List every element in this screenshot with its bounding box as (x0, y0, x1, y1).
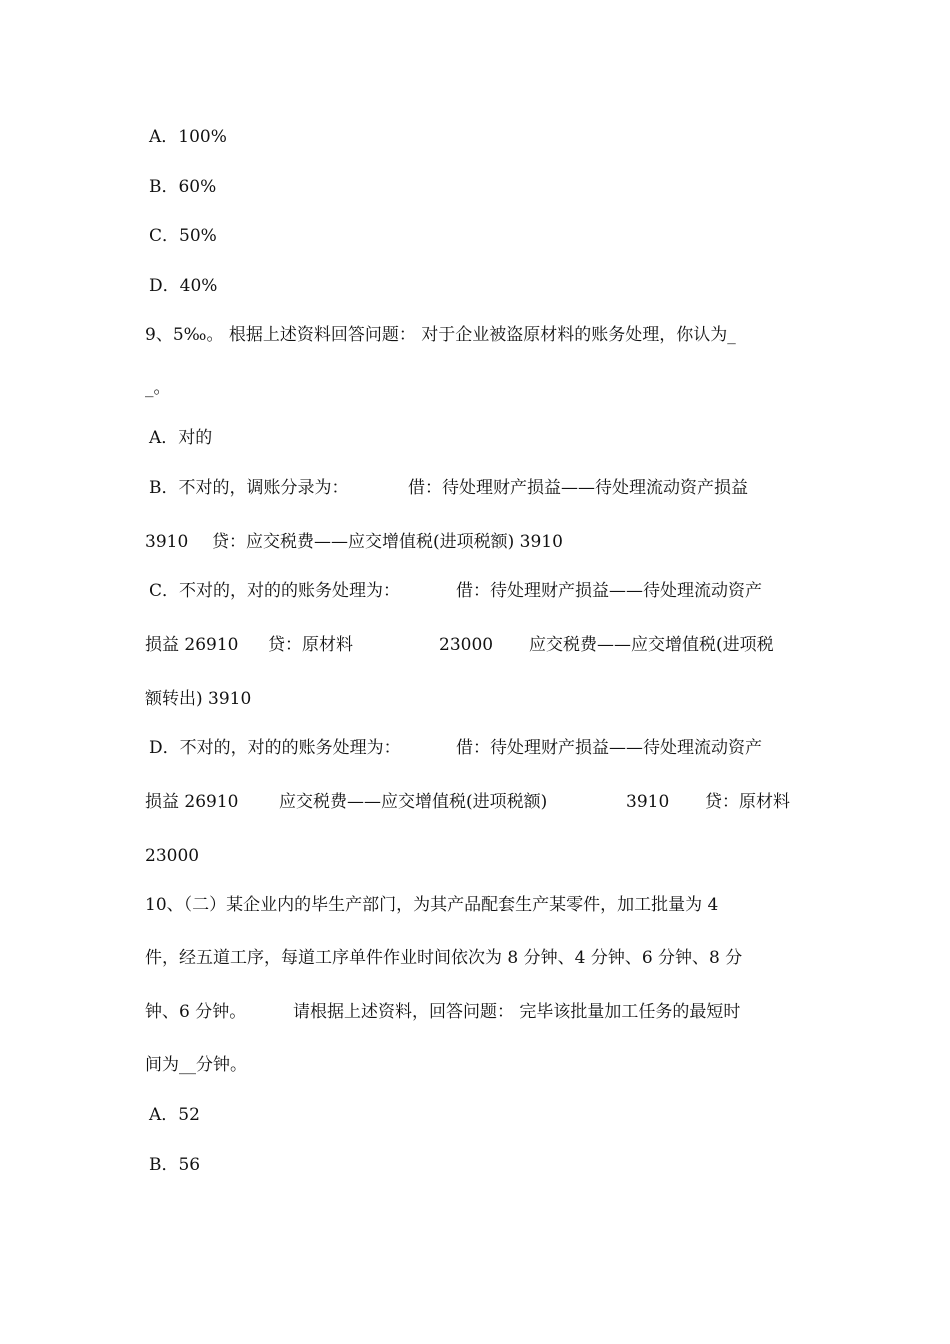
q9-option-d-tax-amount: 3910 (626, 792, 670, 812)
q9-option-a: A．对的 (149, 428, 213, 448)
q9-option-b-credit: 贷：应交税费——应交增值税(进项税额) 3910 (212, 532, 563, 552)
q9-option-c-tax: 应交税费——应交增值税(进项税 (529, 635, 774, 655)
q9-option-c-line1 (149, 579, 807, 603)
q9-option-b-line2 (145, 530, 807, 554)
q9-option-d-credit: 贷：原材料 (705, 792, 790, 812)
q10-line1: 10、（二）某企业内的毕生产部门，为其产品配套生产某零件，加工批量为 4 (145, 895, 719, 915)
q10-line3 (145, 1000, 807, 1024)
q10-option-b: B．56 (149, 1155, 201, 1175)
q9-stem-line1: 9、5‰。 根据上述资料回答问题： 对于企业被盗原材料的账务处理，你认为_ (145, 325, 736, 345)
q9-option-d-loss: 损益 26910 (145, 792, 239, 812)
q9-option-d-line1 (149, 736, 807, 760)
q10-line3-start: 钟、6 分钟。 (145, 1002, 247, 1022)
q10-option-a: A．52 (149, 1105, 200, 1125)
q9-option-d-debit: 借：待处理财产损益——待处理流动资产 (456, 738, 762, 758)
q10-line4: 间为__分钟。 (145, 1055, 247, 1075)
q9-option-b-line1 (149, 476, 807, 500)
q9-option-c-label: C．不对的，对的的账务处理为： (149, 581, 401, 601)
q9-option-b-debit: 借：待处理财产损益——待处理流动资产损益 (408, 478, 748, 498)
q8-option-d: D．40% (149, 276, 218, 296)
q9-option-d-line2 (145, 790, 807, 814)
q9-option-c-credit: 贷：原材料 (268, 635, 353, 655)
q9-option-b-amount: 3910 (145, 532, 189, 552)
q9-option-c-credit-amount: 23000 (439, 635, 494, 655)
q9-option-d-label: D．不对的，对的的账务处理为： (149, 738, 401, 758)
q9-option-c-line2 (145, 633, 807, 657)
q9-option-c-line3: 额转出) 3910 (145, 689, 252, 709)
q9-option-b-label: B．不对的，调账分录为： (149, 478, 349, 498)
q9-option-d-line3: 23000 (145, 846, 200, 866)
q8-option-a: A．100% (149, 127, 227, 147)
q9-option-c-debit: 借：待处理财产损益——待处理流动资产 (456, 581, 762, 601)
q9-stem-line2: _。 (145, 378, 171, 398)
q9-option-c-loss: 损益 26910 (145, 635, 239, 655)
q8-option-b: B．60% (149, 177, 217, 197)
q10-line2: 件，经五道工序，每道工序单件作业时间依次为 8 分钟、4 分钟、6 分钟、8 分 (145, 948, 743, 968)
q8-option-c: C．50% (149, 226, 217, 246)
q10-line3-question: 请根据上述资料，回答问题： 完毕该批量加工任务的最短时 (293, 1002, 741, 1022)
q9-option-d-tax: 应交税费——应交增值税(进项税额) (279, 792, 548, 812)
